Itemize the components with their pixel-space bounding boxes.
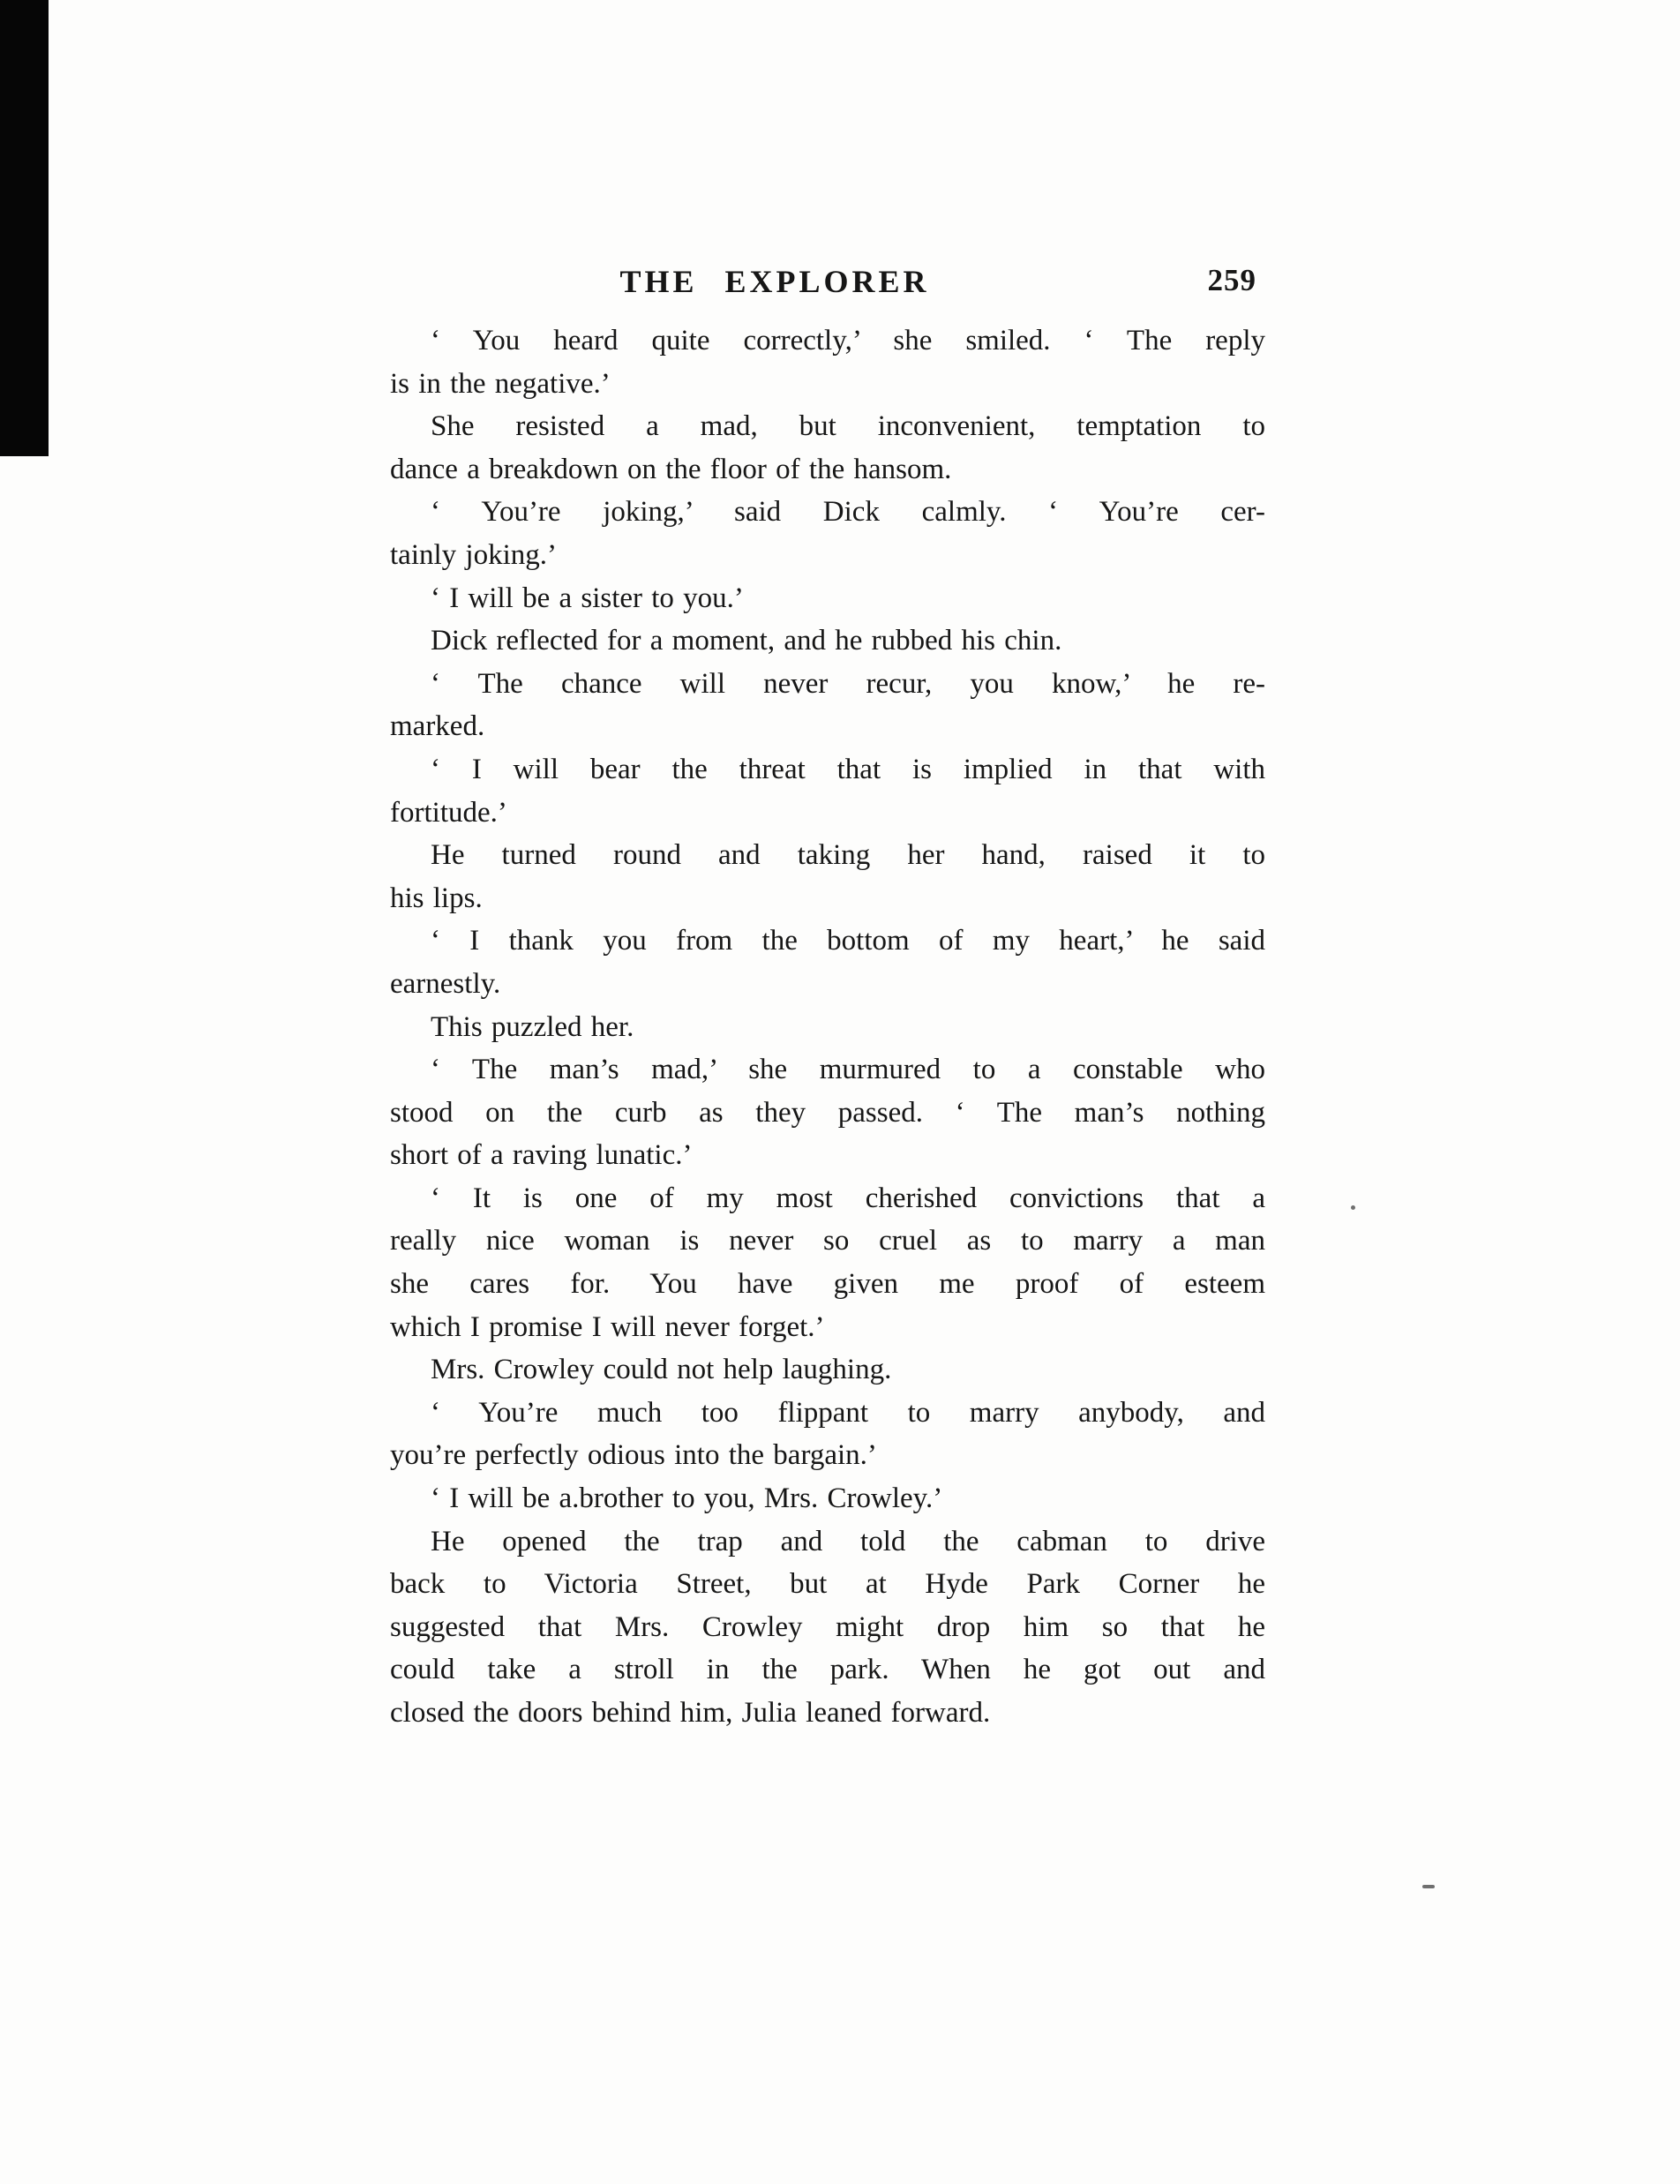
text-line: He turned round and taking her hand, raised it to	[431, 839, 1265, 872]
text-line: ‘ I thank you from the bottom of my heart,’ he said	[431, 925, 1265, 957]
text-line: tainly joking.’	[390, 538, 557, 571]
text-line: ‘ It is one of my most cherished convictions that a	[431, 1182, 1265, 1214]
text-line: she cares for. You have given me proof of esteem	[390, 1268, 1265, 1301]
text-line: Mrs. Crowley could not help laughing.	[431, 1354, 892, 1386]
text-line: fortitude.’	[390, 796, 507, 829]
text-line: ‘ The man’s mad,’ she murmured to a constable who	[431, 1054, 1265, 1086]
text-line: ‘ I will bear the threat that is implied in that with	[431, 753, 1265, 785]
text-line: suggested that Mrs. Crowley might drop him so that he	[390, 1610, 1265, 1643]
text-line: really nice woman is never so cruel as to marry a man	[390, 1225, 1265, 1257]
scan-speck-dash	[1422, 1885, 1435, 1888]
text-line: short of a raving lunatic.’	[390, 1139, 693, 1172]
page-body	[390, 319, 1265, 1735]
page-title: THE EXPLORER	[619, 264, 930, 299]
text-line: ‘ You’re joking,’ said Dick calmly. ‘ You’re cer-	[431, 496, 1265, 529]
text-line: dance a breakdown on the floor of the hansom.	[390, 453, 952, 485]
text-line: ‘ The chance will never recur, you know,’ he re-	[431, 667, 1265, 700]
text-line: his lips.	[390, 882, 483, 914]
text-line: you’re perfectly odious into the bargain.’	[390, 1439, 877, 1472]
running-header	[390, 263, 1265, 307]
text-line: ‘ You’re much too flippant to marry anybody, and	[431, 1396, 1265, 1429]
scan-artifact-bar	[0, 0, 49, 456]
scan-speck-dot	[1351, 1205, 1355, 1210]
text-line: is in the negative.’	[390, 367, 611, 400]
text-line: She resisted a mad, but inconvenient, temptation to	[431, 410, 1265, 443]
text-line: He opened the trap and told the cabman to drive	[431, 1525, 1265, 1557]
text-line: This puzzled her.	[431, 1010, 634, 1043]
text-line: earnestly.	[390, 967, 501, 1000]
text-line: closed the doors behind him, Julia leaned forward.	[390, 1697, 991, 1729]
text-line: Dick reflected for a moment, and he rubbed his chin.	[431, 625, 1062, 657]
text-line: ‘ You heard quite correctly,’ she smiled. ‘ The reply	[431, 325, 1265, 356]
text-block	[390, 263, 1265, 1735]
text-line: ‘ I will be a sister to you.’	[431, 582, 744, 614]
page-number: 259	[1207, 263, 1256, 297]
text-line: stood on the curb as they passed. ‘ The man’s nothing	[390, 1096, 1265, 1129]
text-line: back to Victoria Street, but at Hyde Park Corner he	[390, 1568, 1265, 1601]
text-line: ‘ I will be a.brother to you, Mrs. Crowley.’	[431, 1482, 943, 1515]
text-line: which I promise I will never forget.’	[390, 1310, 825, 1343]
text-line: could take a stroll in the park. When he got out and	[390, 1654, 1265, 1686]
text-line: marked.	[390, 710, 485, 743]
